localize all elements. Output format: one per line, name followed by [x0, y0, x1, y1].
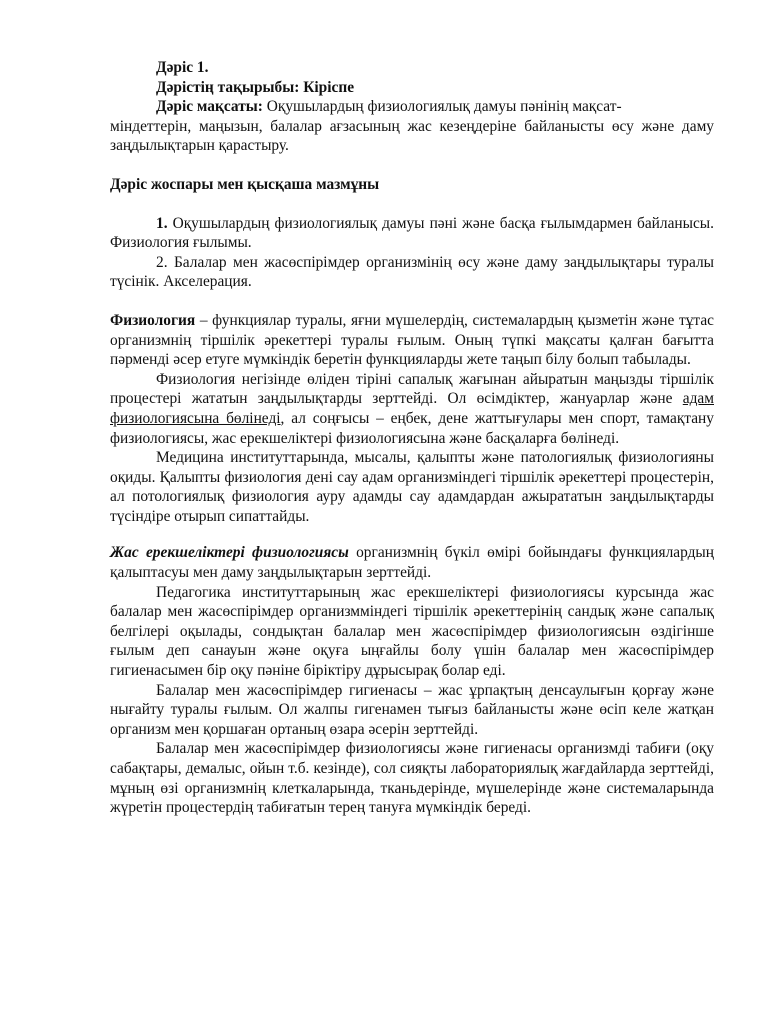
paragraph-medical-institutes: Медицина институттарында, мысалы, қалыпты және патологиялық физиологияны оқиды. Қалыпты физиология дені сау адам организміндегі тіршілік әрекеттері процестерін, ал потологиялық физиология ауру адамды сау адамдардан ажырататын заңдылықтарды түсіндіре отырып сипаттайды.	[110, 449, 714, 525]
topic-value: Кіріспе	[303, 78, 355, 96]
topic-label: Дәрістің тақырыбы:	[156, 78, 300, 96]
lecture-goal	[110, 97, 714, 156]
paragraph-physiology-definition: Физиология – функциялар туралы, яғни мүшелердің, системалардың қызметін және тұтас организмнің тіршілік әрекеттері туралы ғылым. Оның түпкі мақсаты қалған бағытта пәрменді әсер етуге мүмкіндік беретін функцияларды жете таңып білу болып табылады.	[110, 311, 714, 369]
paragraph-age-physiology: Жас ерекшеліктері физиологиясы организмнің бүкіл өмірі бойындағы функциялардың қалыптасуы мен даму заңдылықтарын зерттейді.	[110, 544, 715, 582]
plan-heading: Дәріс жоспары мен қысқаша мазмұны	[110, 175, 380, 193]
plan-item-1	[110, 214, 714, 253]
lecture-topic	[110, 78, 714, 98]
document-page	[110, 58, 714, 818]
plan-item-1-number: 1.	[156, 214, 168, 232]
underlined-phrase: адам физиологиясына бөлінеді	[110, 390, 714, 427]
paragraph-pedagogy-institutes: Педагогика институттарының жас ерекшеліктері физиологиясы курсында жас балалар мен жасөспірімдер организмміндегі тіршілік әрекеттерінің сандық және сапалық белгілері оқылады, сондықтан балалар мен жасөспірімдер физиологиясын өздігінше ғылым деп санауын және оқуға ыңғайлы болу үшін балалар мен жасөспірімдер гигиенасымен бір оқу пәніне біріктіру дұрысырақ болар еді.	[110, 583, 714, 680]
paragraph-hygiene: Балалар мен жасөспірімдер гигиенасы – жас ұрпақтың денсаулығын қорғау және нығайту туралы ғылым. Ол жалпы гигенамен тығыз байланысты және өсіп келе жатқан организм мен қоршаған ортаның өзара әсерін зерттейді.	[110, 681, 714, 738]
goal-text-rest: міндеттерін, маңызын, балалар ағзасының жас кезеңдеріне байланысты өсу және даму заңдылықтарын қарастыру.	[110, 117, 714, 155]
plan-item-2-text: Балалар мен жасөспірімдер организмінің өсу және даму заңдылықтары туралы түсінік. Акселерация.	[110, 253, 714, 291]
paragraph-physiology-hygiene-methods: Балалар мен жасөспірімдер физиологиясы және гигиенасы организмді табиғи (оқу сабақтары, демалыс, ойын т.б. кезінде), сол сияқты лабораториялық жағдайларда зерттейді, мұның өзі организмнің клеткаларында, тканьдерінде, мүшелерінде және системаларында жүретін процестердің табиғатын терең тануға мүмкіндік береді.	[110, 740, 714, 817]
plan-item-1-text: Оқушылардың физиологиялық дамуы пәні және басқа ғылымдармен байланысы. Физиология ғылымы.	[110, 214, 714, 252]
term-age-physiology: Жас ерекшеліктері физиологиясы	[110, 544, 349, 562]
goal-text-line1: Оқушылардың физиологиялық дамуы пәнінің мақсат-	[266, 98, 622, 116]
term-physiology: Физиология	[110, 311, 196, 329]
lecture-number: Дәріс 1.	[156, 59, 209, 76]
plan-item-2-number: 2.	[156, 253, 168, 271]
plan-item-2	[110, 253, 714, 292]
paragraph-physiology-branches: Физиология негізінде өліден тірінi сапалық жағынан айыратын маңызды тіршілік процестері жататын заңдылықтарды зерттейді. Ол өсімдіктер, жануарлар және адам физиологиясына бөлінеді, ал соңғысы – еңбек, дене жаттығулары мен спорт, тамақтану физиологиясы, жас ерекшеліктері физиологиясына және басқаларға бөлінеді.	[110, 370, 714, 447]
goal-label: Дәріс мақсаты:	[156, 98, 263, 116]
